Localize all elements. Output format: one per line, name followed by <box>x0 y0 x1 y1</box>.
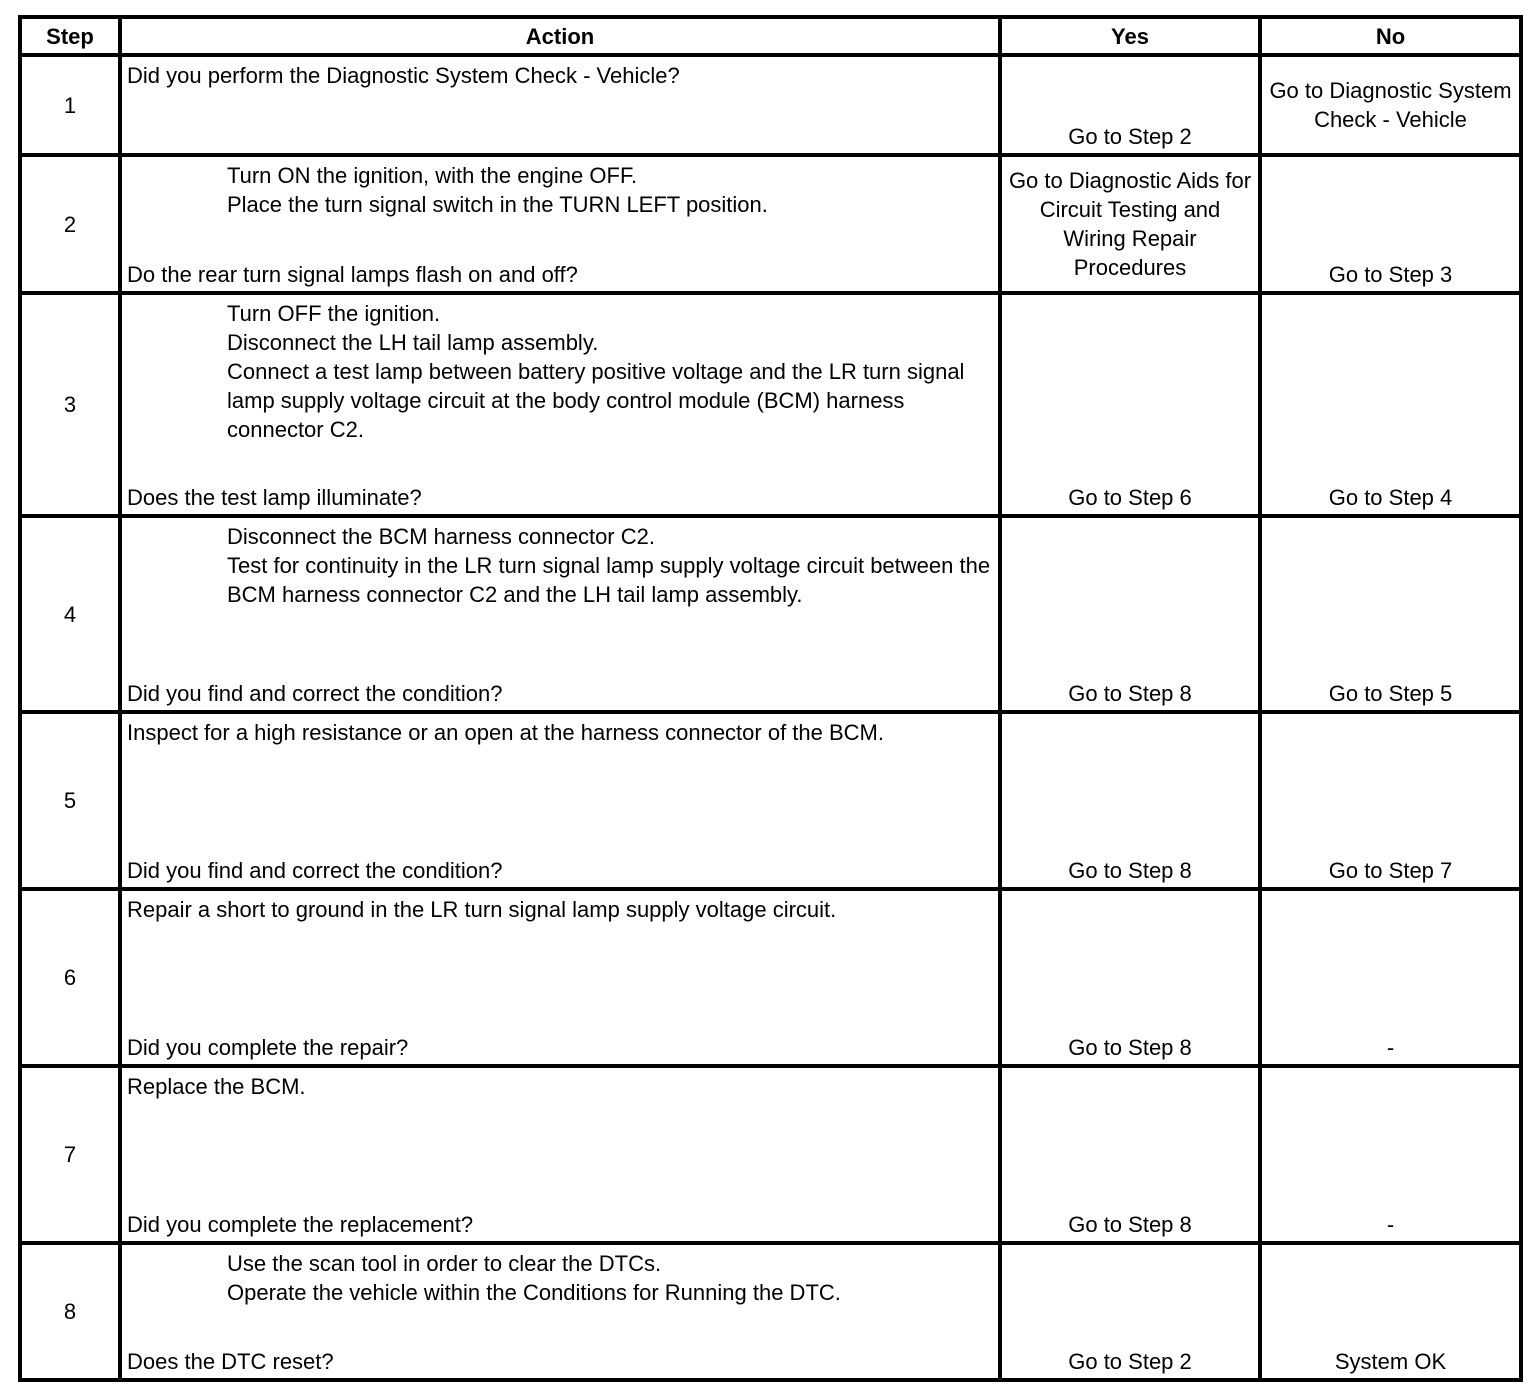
action-content <box>127 57 994 153</box>
yes-result: Go to Step 6 <box>1000 293 1260 516</box>
action-content <box>127 891 994 1064</box>
table-row <box>20 293 1521 516</box>
action-question: Did you complete the repair? <box>127 1035 409 1060</box>
action-cell <box>120 889 1000 1066</box>
action-step: Use the scan tool in order to clear the DTCs. <box>227 1251 662 1276</box>
action-step-list <box>127 522 994 609</box>
action-step: Test for continuity in the LR turn signal lamp supply voltage circuit between the BCM harness connector C2 and the LH tail lamp assembly. <box>227 553 991 607</box>
action-cell <box>120 1243 1000 1380</box>
table-row <box>20 1243 1521 1380</box>
action-question: Does the test lamp illuminate? <box>127 485 422 510</box>
action-question: Does the DTC reset? <box>127 1349 334 1374</box>
yes-result: Go to Step 8 <box>1000 712 1260 889</box>
yes-result: Go to Step 8 <box>1000 516 1260 712</box>
table-row <box>20 889 1521 1066</box>
action-question: Do the rear turn signal lamps flash on and off? <box>127 262 578 287</box>
action-step: Place the turn signal switch in the TURN LEFT position. <box>227 192 768 217</box>
action-cell <box>120 712 1000 889</box>
action-text: Replace the BCM. <box>127 1074 306 1099</box>
yes-result: Go to Step 8 <box>1000 1066 1260 1243</box>
yes-result: Go to Step 2 <box>1000 55 1260 155</box>
no-result: Go to Step 4 <box>1260 293 1521 516</box>
no-result: - <box>1260 889 1521 1066</box>
table-row <box>20 1066 1521 1243</box>
diagnostic-table <box>18 15 1523 1382</box>
step-number: 2 <box>20 155 120 293</box>
action-question: Did you find and correct the condition? <box>127 681 503 706</box>
action-text: Inspect for a high resistance or an open at the harness connector of the BCM. <box>127 720 884 745</box>
action-instructions <box>127 1072 994 1101</box>
action-instructions <box>127 61 994 90</box>
action-text: Did you perform the Diagnostic System Check - Vehicle? <box>127 63 680 88</box>
action-step: Operate the vehicle within the Conditions for Running the DTC. <box>227 1280 841 1305</box>
action-question: Did you complete the replacement? <box>127 1212 474 1237</box>
action-text: Repair a short to ground in the LR turn signal lamp supply voltage circuit. <box>127 897 837 922</box>
action-content <box>127 1068 994 1241</box>
step-number: 6 <box>20 889 120 1066</box>
action-step: Disconnect the LH tail lamp assembly. <box>227 330 599 355</box>
action-content <box>127 1245 994 1378</box>
action-content <box>127 714 994 887</box>
action-content <box>127 518 994 710</box>
action-cell <box>120 155 1000 293</box>
action-cell <box>120 1066 1000 1243</box>
yes-result: Go to Step 8 <box>1000 889 1260 1066</box>
yes-result: Go to Step 2 <box>1000 1243 1260 1380</box>
no-result: Go to Step 3 <box>1260 155 1521 293</box>
action-instructions <box>127 522 994 609</box>
action-instructions <box>127 1249 994 1307</box>
no-result: Go to Diagnostic System Check - Vehicle <box>1260 55 1521 155</box>
step-number: 1 <box>20 55 120 155</box>
step-number: 5 <box>20 712 120 889</box>
table-row <box>20 712 1521 889</box>
action-instructions <box>127 161 994 219</box>
action-cell <box>120 293 1000 516</box>
action-instructions <box>127 299 994 444</box>
no-result: System OK <box>1260 1243 1521 1380</box>
action-content <box>127 157 994 291</box>
step-number: 7 <box>20 1066 120 1243</box>
header-action: Action <box>120 17 1000 55</box>
step-number: 4 <box>20 516 120 712</box>
action-step-list <box>127 161 994 219</box>
action-step: Turn ON the ignition, with the engine OFF. <box>227 163 638 188</box>
header-yes: Yes <box>1000 17 1260 55</box>
table-row <box>20 516 1521 712</box>
header-step: Step <box>20 17 120 55</box>
action-step: Connect a test lamp between battery positive voltage and the LR turn signal lamp supply voltage circuit at the body control module (BCM) harness connector C2. <box>227 359 965 442</box>
action-step: Disconnect the BCM harness connector C2. <box>227 524 655 549</box>
step-number: 3 <box>20 293 120 516</box>
no-result: Go to Step 7 <box>1260 712 1521 889</box>
action-instructions <box>127 895 994 924</box>
action-content <box>127 295 994 514</box>
header-no: No <box>1260 17 1521 55</box>
step-number: 8 <box>20 1243 120 1380</box>
table-row <box>20 55 1521 155</box>
action-step-list <box>127 299 994 444</box>
header-row <box>20 17 1521 55</box>
action-instructions <box>127 718 994 747</box>
no-result: Go to Step 5 <box>1260 516 1521 712</box>
no-result: - <box>1260 1066 1521 1243</box>
action-question: Did you find and correct the condition? <box>127 858 503 883</box>
action-cell <box>120 516 1000 712</box>
table-row <box>20 155 1521 293</box>
action-step-list <box>127 1249 994 1307</box>
yes-result: Go to Diagnostic Aids for Circuit Testing and Wiring Repair Procedures <box>1000 155 1260 293</box>
action-step: Turn OFF the ignition. <box>227 301 441 326</box>
action-cell <box>120 55 1000 155</box>
